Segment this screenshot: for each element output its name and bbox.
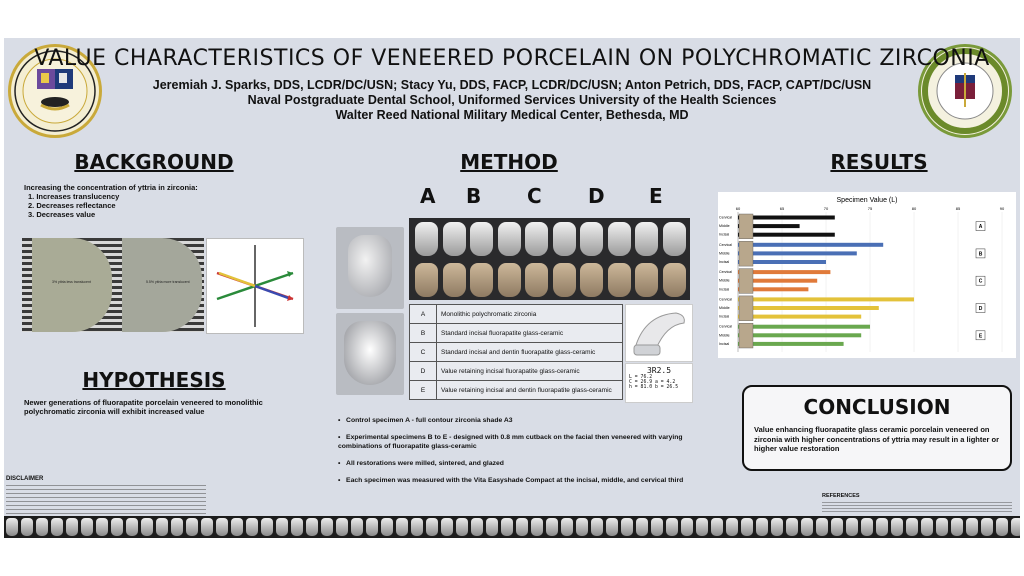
- conclusion-text: Value enhancing fluorapatite glass ceramic porcelain veneered on zirconia with higher concentrations of yttria may result in a lighter or higher value restoration: [754, 425, 1000, 453]
- chart-row-label: Cervical: [719, 297, 732, 302]
- references-lines: [822, 502, 1012, 512]
- chart-bar: [738, 342, 844, 346]
- banner-tooth: [771, 518, 783, 536]
- results-heading: RESULTS: [830, 150, 928, 174]
- chart-tick-label: 75: [867, 206, 873, 211]
- specimen-key: C: [410, 343, 437, 362]
- chart-bar: [738, 306, 879, 310]
- crown-scan-bottom-shape: [344, 321, 396, 385]
- banner-tooth: [486, 518, 498, 536]
- disc-left: [32, 238, 112, 332]
- banner-tooth: [756, 518, 768, 536]
- specimen-key: A: [410, 305, 437, 324]
- results-chart-svg: [718, 192, 1016, 358]
- banner-tooth: [411, 518, 423, 536]
- specimen-tooth: [415, 263, 438, 297]
- method-bullet-1: • Control specimen A - full contour zirconia shade A3: [338, 417, 513, 424]
- specimen-tooth: [635, 263, 658, 297]
- specimen-tooth: [498, 263, 521, 297]
- banner-tooth: [321, 518, 333, 536]
- letter-a: A: [420, 184, 436, 208]
- banner-tooth: [936, 518, 948, 536]
- disc-label-1: 3% yttria less translucent: [52, 280, 91, 284]
- specimen-tooth: [580, 222, 603, 256]
- banner-tooth: [966, 518, 978, 536]
- disc-label-2: 5.5% yttria more translucent: [146, 280, 190, 284]
- specimen-tooth: [635, 222, 658, 256]
- background-text: [24, 183, 284, 219]
- banner-tooth: [366, 518, 378, 536]
- chart-row-label: Middle: [719, 306, 730, 310]
- background-item-2: 2. Decreases reflectance: [28, 201, 116, 210]
- banner-tooth: [906, 518, 918, 536]
- chart-row-label: Middle: [719, 278, 730, 283]
- chart-row-label: Middle: [719, 333, 730, 338]
- chart-bar: [738, 297, 914, 301]
- specimen-row: [410, 362, 623, 381]
- banner-tooth: [276, 518, 288, 536]
- banner-tooth: [1011, 518, 1020, 536]
- chart-tick-label: 65: [779, 206, 785, 211]
- authors: Jeremiah J. Sparks, DDS, LCDR/DC/USN; Stacy Yu, DDS, FACP, LCDR/DC/USN; Anton Petrich, DDS, FACP, CAPT/DC/USN: [152, 78, 872, 92]
- banner-tooth: [546, 518, 558, 536]
- specimen-tooth: [415, 222, 438, 256]
- banner-tooth: [831, 518, 843, 536]
- specimen-row: [410, 381, 623, 400]
- chart-tooth-thumb: [739, 296, 753, 321]
- chart-row-label: Middle: [719, 224, 730, 229]
- teeth-banner: [4, 516, 1020, 538]
- banner-tooth: [186, 518, 198, 536]
- easyshade-device-icon: [626, 305, 692, 361]
- banner-tooth: [441, 518, 453, 536]
- background-item-1: 1. Increases translucency: [28, 192, 120, 201]
- banner-tooth: [816, 518, 828, 536]
- specimen-row: [410, 305, 623, 324]
- specimen-description: Monolithic polychromatic zirconia: [437, 305, 623, 324]
- specimen-description: Standard incisal fluorapatite glass-ceramic: [437, 324, 623, 343]
- chart-bar: [738, 325, 870, 329]
- method-bullets: [338, 416, 698, 493]
- banner-tooth: [636, 518, 648, 536]
- banner-tooth: [621, 518, 633, 536]
- letter-b: B: [466, 184, 482, 208]
- specimen-tooth: [553, 263, 576, 297]
- chart-row-label: Cervical: [719, 324, 732, 329]
- shade-h: h = 81.0 b = 26.5: [629, 385, 679, 390]
- specimen-key: B: [410, 324, 437, 343]
- banner-tooth: [951, 518, 963, 536]
- zirconia-disc-images: [22, 238, 204, 332]
- chart-row-label: Cervical: [719, 215, 732, 220]
- specimen-tooth: [608, 222, 631, 256]
- chart-tooth-thumb: [739, 214, 753, 239]
- banner-tooth: [921, 518, 933, 536]
- conclusion-box: [742, 385, 1012, 471]
- banner-tooth: [231, 518, 243, 536]
- method-heading: METHOD: [460, 150, 558, 174]
- disclaimer-lines: [6, 485, 206, 515]
- specimen-tooth: [525, 263, 548, 297]
- specimen-photo: [409, 218, 690, 300]
- specimen-key: E: [410, 381, 437, 400]
- banner-tooth: [336, 518, 348, 536]
- background-intro: Increasing the concentration of yttria in zirconia:: [24, 183, 198, 192]
- chart-tick-label: 60: [735, 206, 741, 211]
- chart-row-label: Incisal: [719, 287, 730, 292]
- specimen-description: Standard incisal and dentin fluorapatite glass-ceramic: [437, 343, 623, 362]
- chart-row-label: Incisal: [719, 232, 730, 237]
- chart-tick-label: 90: [999, 206, 1005, 211]
- results-chart: [718, 192, 1016, 358]
- banner-tooth: [201, 518, 213, 536]
- crown-scan-top-shape: [348, 235, 392, 297]
- banner-tooth: [891, 518, 903, 536]
- chart-tick-label: 70: [823, 206, 829, 211]
- chart-row-label: Middle: [719, 251, 730, 256]
- specimen-tooth: [443, 263, 466, 297]
- banner-tooth: [471, 518, 483, 536]
- banner-tooth: [426, 518, 438, 536]
- banner-tooth: [861, 518, 873, 536]
- chart-title: Specimen Value (L): [836, 197, 898, 204]
- banner-tooth: [726, 518, 738, 536]
- banner-tooth: [876, 518, 888, 536]
- chart-row-label: Cervical: [719, 270, 732, 275]
- banner-tooth: [561, 518, 573, 536]
- banner-tooth: [21, 518, 33, 536]
- color-axes-icon: [207, 239, 303, 333]
- banner-tooth: [66, 518, 78, 536]
- banner-tooth: [711, 518, 723, 536]
- chart-tick-label: 80: [911, 206, 917, 211]
- banner-tooth: [51, 518, 63, 536]
- banner-tooth: [996, 518, 1008, 536]
- chart-group-label: A: [978, 224, 983, 231]
- poster: [4, 38, 1020, 538]
- school: Naval Postgraduate Dental School, Uniformed Services University of the Health Sciences: [247, 93, 777, 107]
- disclaimer-heading: DISCLAIMER: [6, 476, 44, 482]
- banner-tooth: [171, 518, 183, 536]
- chart-group-label: B: [978, 251, 983, 258]
- background-heading: BACKGROUND: [74, 150, 234, 174]
- specimen-tooth: [663, 222, 686, 256]
- chart-bar: [738, 333, 861, 337]
- shade-readout: [625, 363, 693, 403]
- references-heading: REFERENCES: [822, 493, 860, 499]
- chart-bar: [738, 243, 883, 247]
- crown-scan-top: [336, 227, 404, 309]
- specimen-tooth: [498, 222, 521, 256]
- specimen-key: D: [410, 362, 437, 381]
- banner-tooth: [246, 518, 258, 536]
- letter-d: D: [588, 184, 605, 208]
- banner-tooth: [396, 518, 408, 536]
- letter-e: E: [649, 184, 663, 208]
- banner-tooth: [126, 518, 138, 536]
- chart-group-label: D: [978, 306, 983, 312]
- specimen-row: [410, 324, 623, 343]
- banner-tooth: [681, 518, 693, 536]
- banner-tooth: [36, 518, 48, 536]
- chart-bar: [738, 315, 861, 319]
- banner-tooth: [606, 518, 618, 536]
- banner-tooth: [96, 518, 108, 536]
- method-bullet-2: • Experimental specimens B to E - designed with 0.8 mm cutback on the facial then veneered with varying combinations of fluorapatite glass-ceramic: [338, 434, 683, 450]
- banner-tooth: [456, 518, 468, 536]
- disc-right: [122, 238, 202, 332]
- shade-l: L = 76.2: [629, 375, 653, 380]
- banner-tooth: [156, 518, 168, 536]
- specimen-tooth: [608, 263, 631, 297]
- chart-tooth-thumb: [739, 323, 753, 348]
- center: Walter Reed National Military Medical Center, Bethesda, MD: [335, 108, 689, 122]
- lab-color-space-diagram: [206, 238, 304, 334]
- letter-c: C: [527, 184, 542, 208]
- chart-tooth-thumb: [739, 241, 753, 266]
- banner-tooth: [801, 518, 813, 536]
- specimen-tooth: [553, 222, 576, 256]
- banner-tooth: [846, 518, 858, 536]
- specimen-tooth: [470, 263, 493, 297]
- banner-tooth: [981, 518, 993, 536]
- banner-tooth: [516, 518, 528, 536]
- chart-row-label: Incisal: [719, 260, 730, 264]
- chart-bar: [738, 251, 857, 255]
- banner-tooth: [741, 518, 753, 536]
- shade-code: 3R2.5: [646, 366, 672, 375]
- chart-group-label: E: [978, 333, 983, 340]
- specimen-tooth: [663, 263, 686, 297]
- specimen-description: Value retaining incisal fluorapatite glass-ceramic: [437, 362, 623, 381]
- banner-tooth: [6, 518, 18, 536]
- crown-scan-bottom: [336, 313, 404, 395]
- banner-tooth: [261, 518, 273, 536]
- chart-tooth-thumb: [739, 269, 753, 294]
- banner-tooth: [291, 518, 303, 536]
- banner-tooth: [216, 518, 228, 536]
- banner-tooth: [501, 518, 513, 536]
- banner-tooth: [666, 518, 678, 536]
- method-bullet-3: • All restorations were milled, sintered, and glazed: [338, 460, 504, 467]
- conclusion-heading: CONCLUSION: [803, 395, 951, 419]
- banner-tooth: [351, 518, 363, 536]
- banner-tooth: [651, 518, 663, 536]
- banner-tooth: [696, 518, 708, 536]
- hypothesis-heading: HYPOTHESIS: [82, 368, 226, 392]
- specimen-tooth: [443, 222, 466, 256]
- specimen-tooth: [580, 263, 603, 297]
- banner-tooth: [576, 518, 588, 536]
- specimen-tooth: [470, 222, 493, 256]
- chart-tick-label: 85: [955, 206, 961, 211]
- method-bullet-4: • Each specimen was measured with the Vita Easyshade Compact at the incisal, middle, and cervical third: [338, 477, 684, 484]
- banner-tooth: [591, 518, 603, 536]
- background-item-3: 3. Decreases value: [28, 210, 96, 219]
- banner-tooth: [531, 518, 543, 536]
- chart-row-label: Incisal: [719, 314, 730, 319]
- chart-group-label: C: [978, 278, 983, 285]
- specimen-table: [409, 304, 623, 400]
- specimen-description: Value retaining incisal and dentin fluorapatite glass-ceramic: [437, 381, 623, 400]
- banner-tooth: [81, 518, 93, 536]
- chart-row-label: Cervical: [719, 242, 732, 247]
- banner-tooth: [306, 518, 318, 536]
- specimen-row: [410, 343, 623, 362]
- poster-title: VALUE CHARACTERISTICS OF VENEERED PORCELAIN ON POLYCHROMATIC ZIRCONIA: [34, 46, 990, 71]
- shade-c: C = 26.9 a = 4.2: [629, 380, 676, 385]
- hypothesis-text: Newer generations of fluorapatite porcelain veneered to monolithic polychromatic zirconia will exhibit increased value: [24, 398, 263, 416]
- easyshade-device: [625, 304, 693, 362]
- author-block: [4, 78, 1020, 123]
- banner-tooth: [111, 518, 123, 536]
- chart-row-label: Incisal: [719, 341, 730, 346]
- specimen-tooth: [525, 222, 548, 256]
- banner-tooth: [786, 518, 798, 536]
- banner-tooth: [141, 518, 153, 536]
- banner-tooth: [381, 518, 393, 536]
